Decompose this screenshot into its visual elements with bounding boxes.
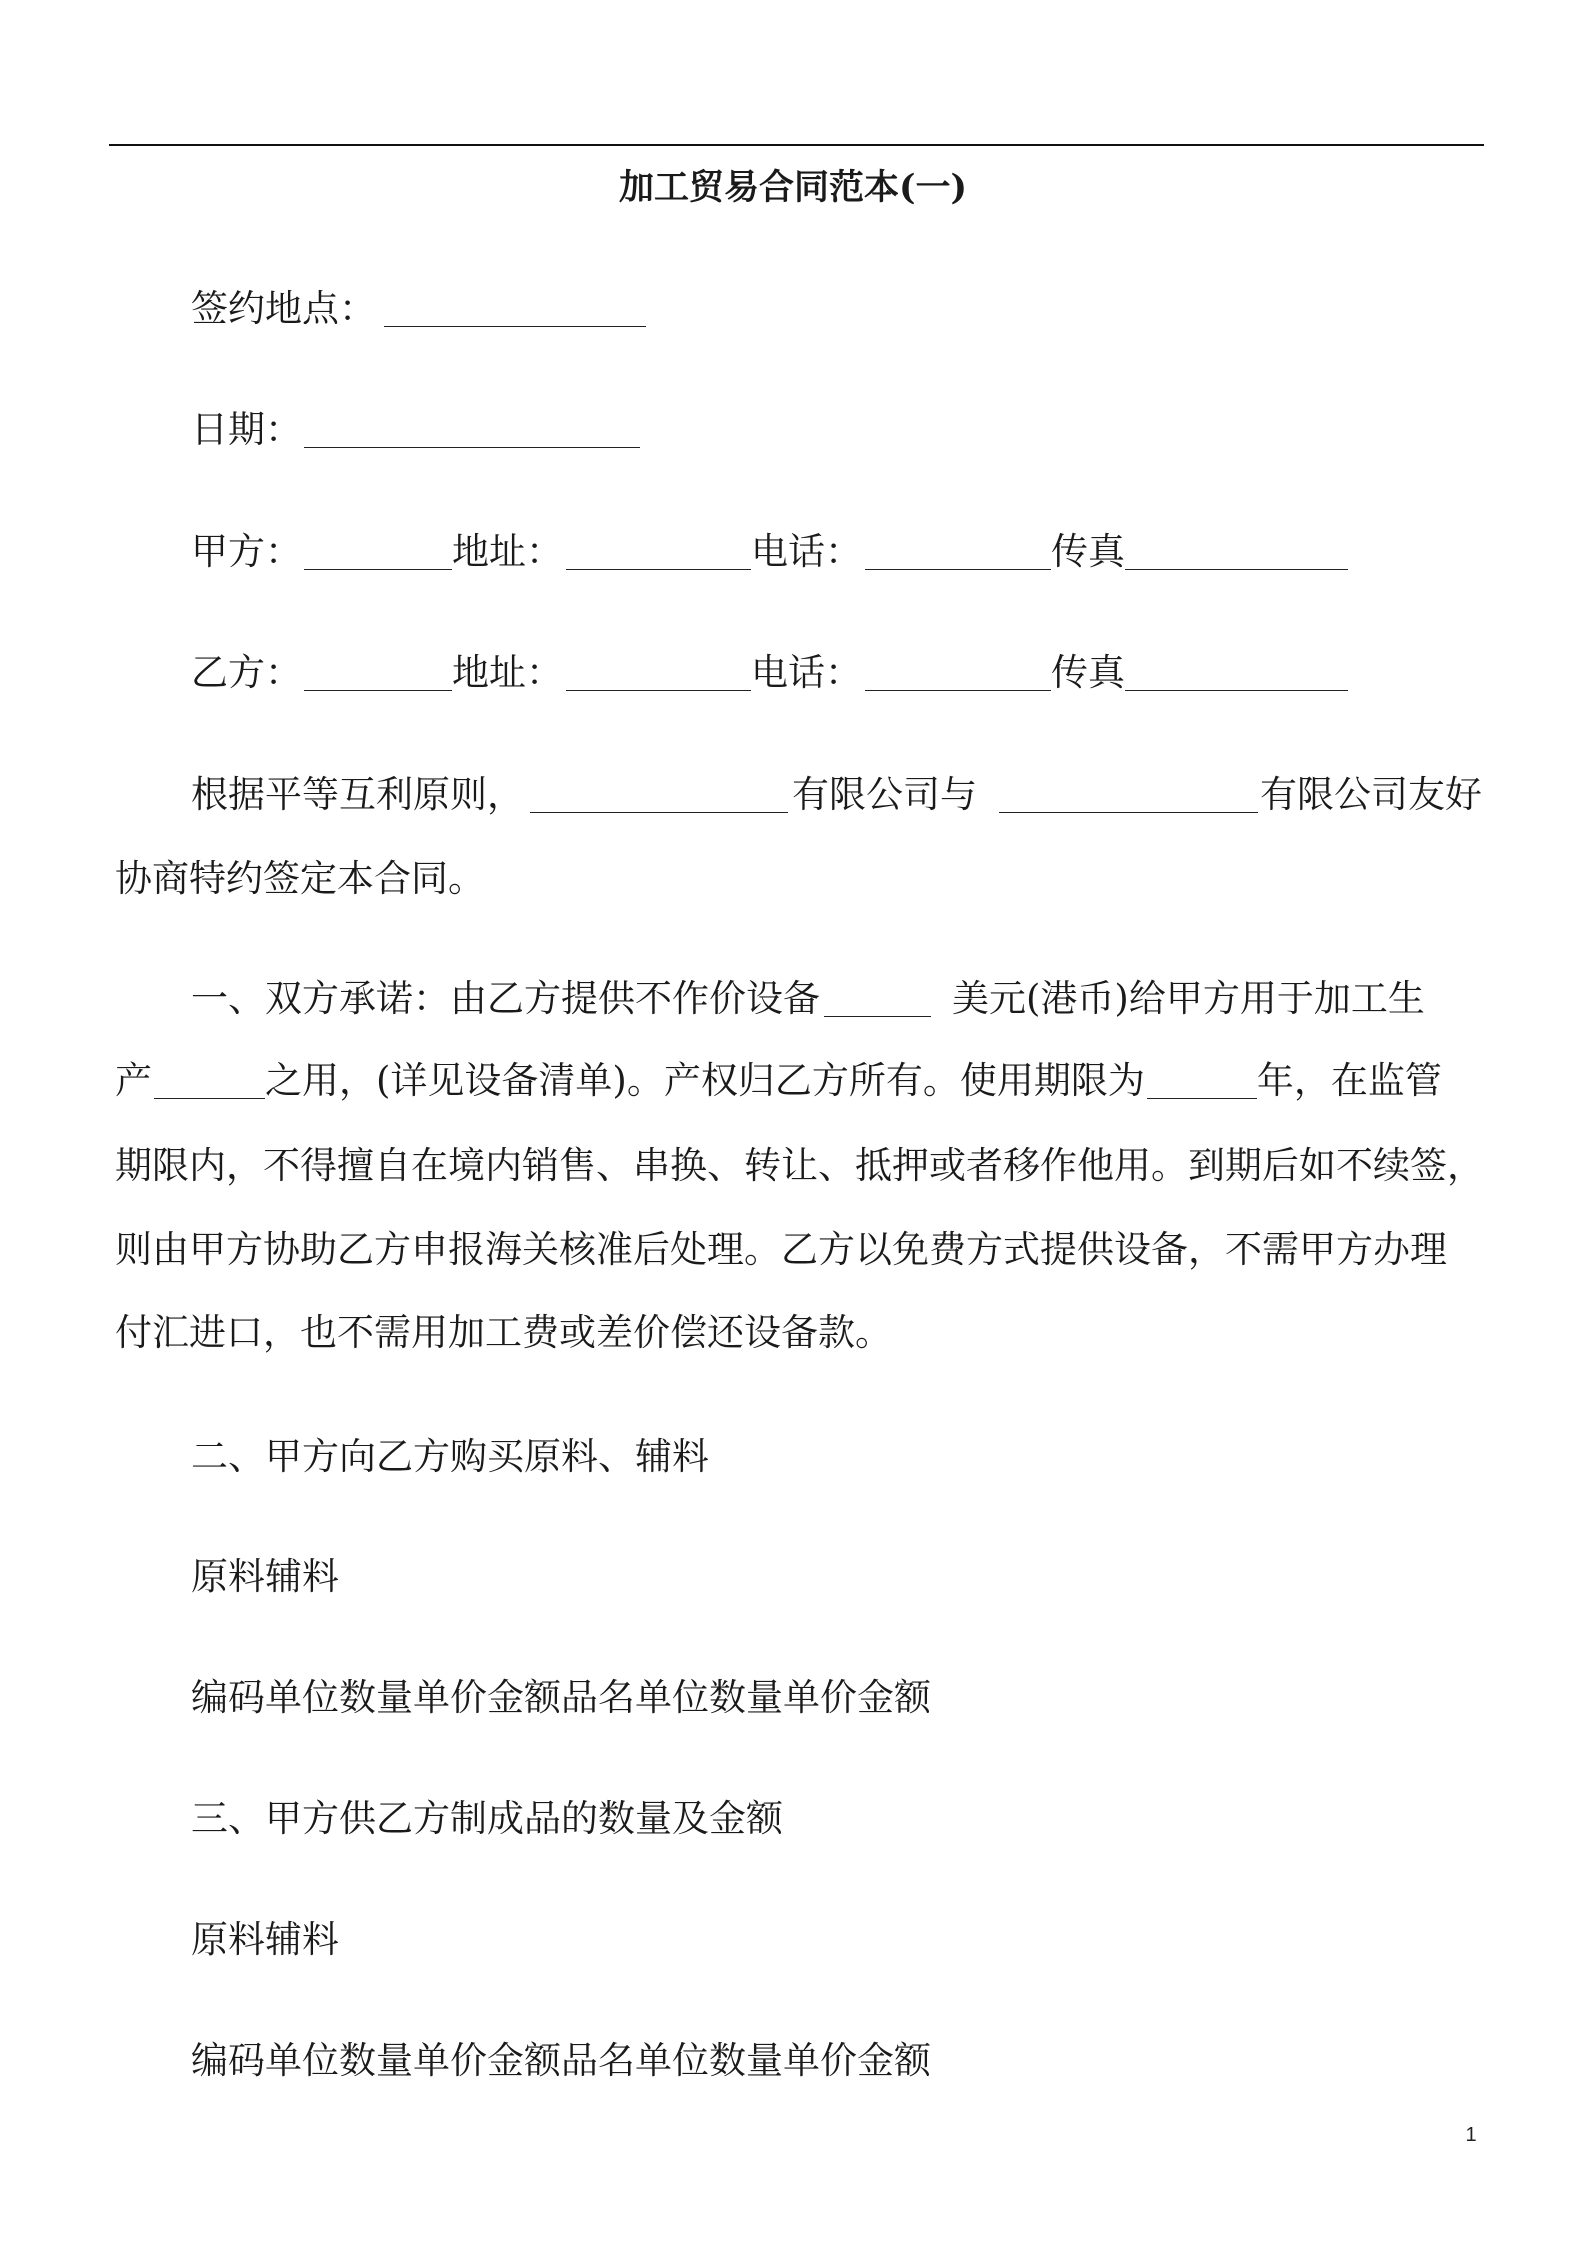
column-header: 金额 [857, 1676, 931, 1719]
column-header: 单位 [635, 2039, 709, 2082]
signing-place-line [191, 283, 646, 335]
equipment-value-blank [824, 1016, 931, 1017]
party-b-fax-label: 传真 [1051, 651, 1125, 694]
party-a-line [191, 526, 1348, 578]
column-header: 数量 [709, 1676, 783, 1719]
date-label: 日期： [191, 408, 302, 451]
clause-2-groups [191, 1551, 339, 1603]
party-b-line [191, 647, 1348, 699]
party-a-name-blank [304, 569, 452, 570]
usage-period-blank [1147, 1098, 1257, 1099]
column-header: 金额 [487, 2039, 561, 2082]
company-b-blank [999, 812, 1258, 813]
party-b-name-blank [304, 690, 452, 691]
preamble-text: 协商特约签定本合同。 [115, 857, 485, 900]
party-a-label: 甲方： [191, 530, 302, 573]
clause-3-heading-text: 三、甲方供乙方制成品的数量及金额 [191, 1797, 783, 1840]
group-label: 原料 [191, 1918, 265, 1961]
column-header: 编码 [191, 1676, 265, 1719]
group-label: 辅料 [265, 1918, 339, 1961]
signing-place-blank [384, 326, 646, 327]
column-header: 编码 [191, 2039, 265, 2082]
party-a-address-blank [566, 569, 751, 570]
clause-1-line-2 [115, 1055, 1442, 1107]
group-label: 辅料 [265, 1555, 339, 1598]
clause-1-line-4 [115, 1224, 1447, 1276]
clause-1-text: 则由甲方协助乙方申报海关核准后处理。乙方以免费方式提供设备，不需甲方办理 [115, 1228, 1447, 1271]
party-a-fax-label: 传真 [1051, 530, 1125, 573]
date-blank [304, 447, 640, 448]
clause-1-text: 一、双方承诺：由乙方提供不作价设备 [191, 977, 820, 1020]
party-b-fax-blank [1125, 690, 1348, 691]
party-b-address-label: 地址： [452, 651, 563, 694]
party-a-phone-label: 电话： [751, 530, 862, 573]
column-header: 品名 [561, 1676, 635, 1719]
signing-place-label: 签约地点： [191, 287, 376, 330]
clause-1-text: 期限内，不得擅自在境内销售、串换、转让、抵押或者移作他用。到期后如不续签， [115, 1144, 1484, 1187]
clause-3-heading [191, 1793, 783, 1845]
clause-1-line-5 [115, 1307, 892, 1359]
column-header: 数量 [339, 2039, 413, 2082]
party-a-fax-blank [1125, 569, 1348, 570]
column-header: 单价 [783, 2039, 857, 2082]
clause-1-text: 产 [115, 1059, 152, 1102]
party-b-phone-label: 电话： [751, 651, 862, 694]
production-item-blank [154, 1098, 265, 1099]
party-a-address-label: 地址： [452, 530, 563, 573]
group-label: 原料 [191, 1555, 265, 1598]
party-a-phone-blank [865, 569, 1051, 570]
clause-3-groups [191, 1914, 339, 1966]
preamble-text: 根据平等互利原则， [191, 773, 524, 816]
column-header: 数量 [339, 1676, 413, 1719]
clause-2-heading-text: 二、甲方向乙方购买原料、辅料 [191, 1435, 709, 1478]
column-header: 品名 [561, 2039, 635, 2082]
column-header: 金额 [857, 2039, 931, 2082]
preamble-text: 有限公司与 [792, 773, 977, 816]
column-header: 单位 [265, 2039, 339, 2082]
column-header: 数量 [709, 2039, 783, 2082]
column-header: 单位 [635, 1676, 709, 1719]
column-header: 单价 [413, 2039, 487, 2082]
column-header: 单价 [413, 1676, 487, 1719]
clause-1-text: 美元(港币)给甲方用于加工生 [952, 977, 1425, 1020]
clause-1-text: 付汇进口，也不需用加工费或差价偿还设备款。 [115, 1311, 892, 1354]
column-header: 单位 [265, 1676, 339, 1719]
company-a-blank [530, 812, 788, 813]
header-rule [109, 144, 1484, 146]
date-line [191, 404, 640, 456]
party-b-phone-blank [865, 690, 1051, 691]
clause-3-columns [191, 2035, 931, 2087]
party-b-label: 乙方： [191, 651, 302, 694]
clause-1-text: 之用，(详见设备清单)。产权归乙方所有。使用期限为 [265, 1059, 1145, 1102]
preamble-line-1 [191, 769, 1482, 821]
party-b-address-blank [566, 690, 751, 691]
clause-1-text: 年，在监管 [1256, 1059, 1442, 1102]
clause-2-heading [191, 1431, 709, 1483]
clause-1-line-1 [191, 973, 1425, 1025]
clause-1-line-3 [115, 1140, 1484, 1192]
page-number: 1 [1465, 2124, 1477, 2146]
column-header: 金额 [487, 1676, 561, 1719]
preamble-text: 有限公司友好 [1260, 773, 1482, 816]
clause-2-columns [191, 1672, 931, 1724]
document-title: 加工贸易合同范本(一) [618, 167, 968, 208]
preamble-line-2 [115, 853, 485, 905]
column-header: 单价 [783, 1676, 857, 1719]
